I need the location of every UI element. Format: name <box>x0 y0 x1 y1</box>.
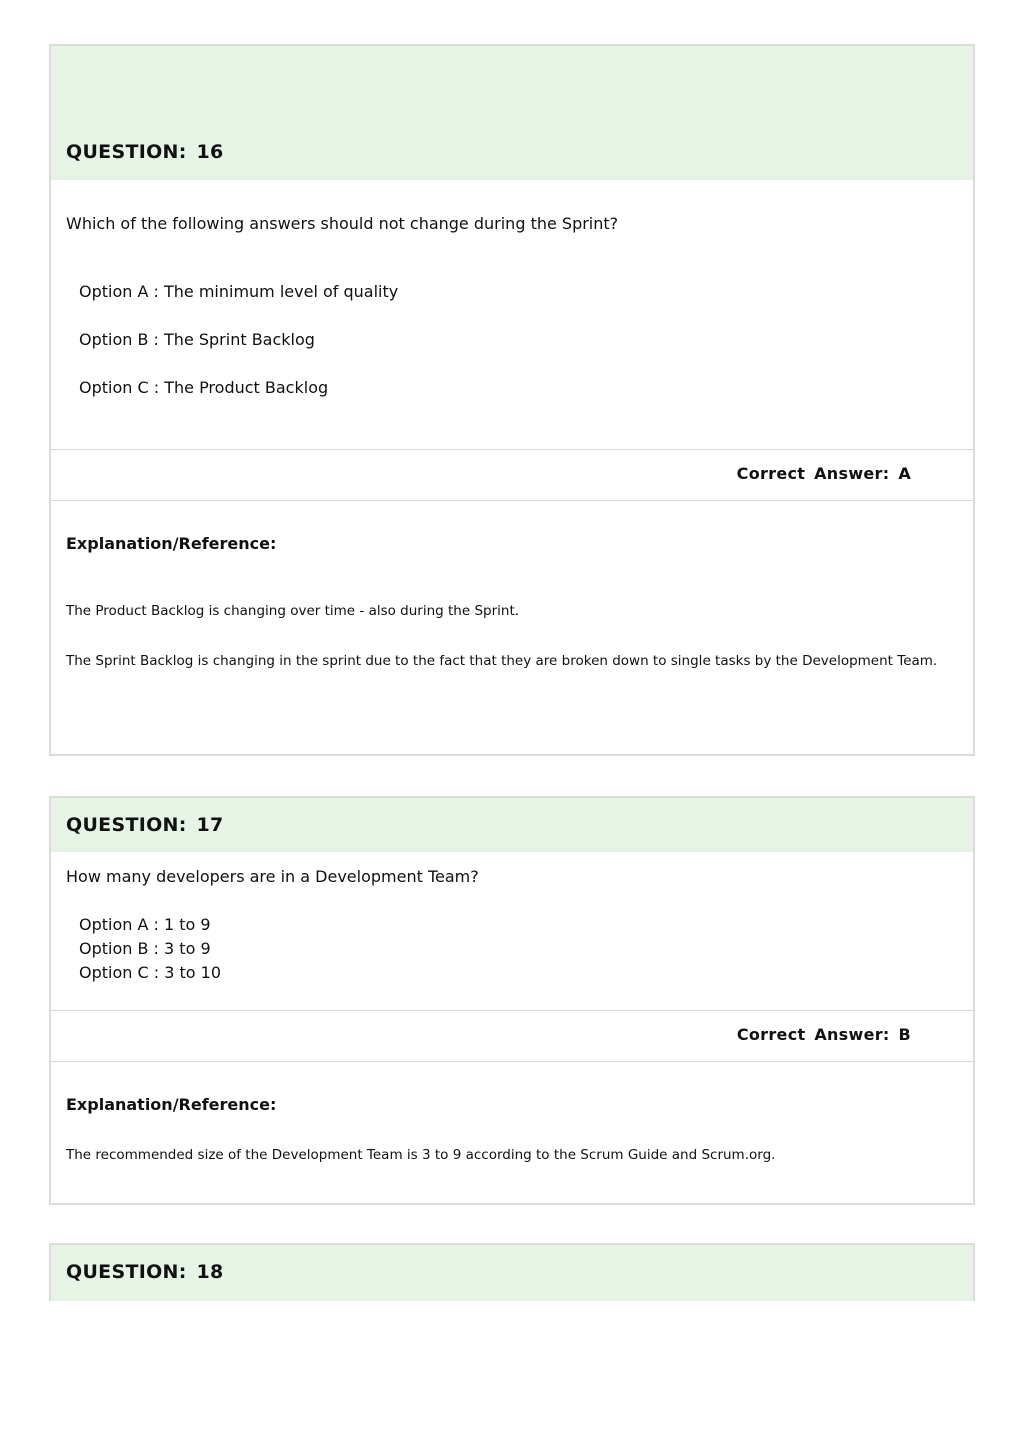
question-title: QUESTION: 17 <box>66 814 224 836</box>
option-c: Option C : 3 to 10 <box>79 963 221 982</box>
option-a: Option A : 1 to 9 <box>79 915 211 934</box>
explanation-title: Explanation/Reference: <box>66 1095 277 1114</box>
correct-answer-row <box>51 1010 973 1062</box>
explanation-paragraph: The recommended size of the Development Team is 3 to 9 according to the Scrum Guide and Scrum.org. <box>66 1147 776 1163</box>
question-title: QUESTION: 18 <box>66 1261 224 1283</box>
correct-answer-row <box>51 449 973 501</box>
option-c: Option C : The Product Backlog <box>79 378 329 397</box>
option-b: Option B : 3 to 9 <box>79 939 211 958</box>
explanation-paragraph: The Sprint Backlog is changing in the sprint due to the fact that they are broken down to single tasks by the Development Team. <box>66 653 938 669</box>
question-card <box>49 44 975 756</box>
question-text: Which of the following answers should not change during the Sprint? <box>66 214 619 233</box>
question-header <box>51 46 973 180</box>
question-card <box>49 796 975 1205</box>
explanation-title: Explanation/Reference: <box>66 534 277 553</box>
question-title: QUESTION: 16 <box>66 141 224 163</box>
question-card <box>49 1243 975 1301</box>
explanation-paragraph: The Product Backlog is changing over time - also during the Sprint. <box>66 603 520 619</box>
correct-answer: Correct Answer: A <box>736 464 911 483</box>
correct-answer: Correct Answer: B <box>736 1025 911 1044</box>
question-header <box>51 1245 973 1301</box>
option-b: Option B : The Sprint Backlog <box>79 330 315 349</box>
option-a: Option A : The minimum level of quality <box>79 282 399 301</box>
question-header <box>51 798 973 852</box>
question-text: How many developers are in a Development Team? <box>66 867 479 886</box>
